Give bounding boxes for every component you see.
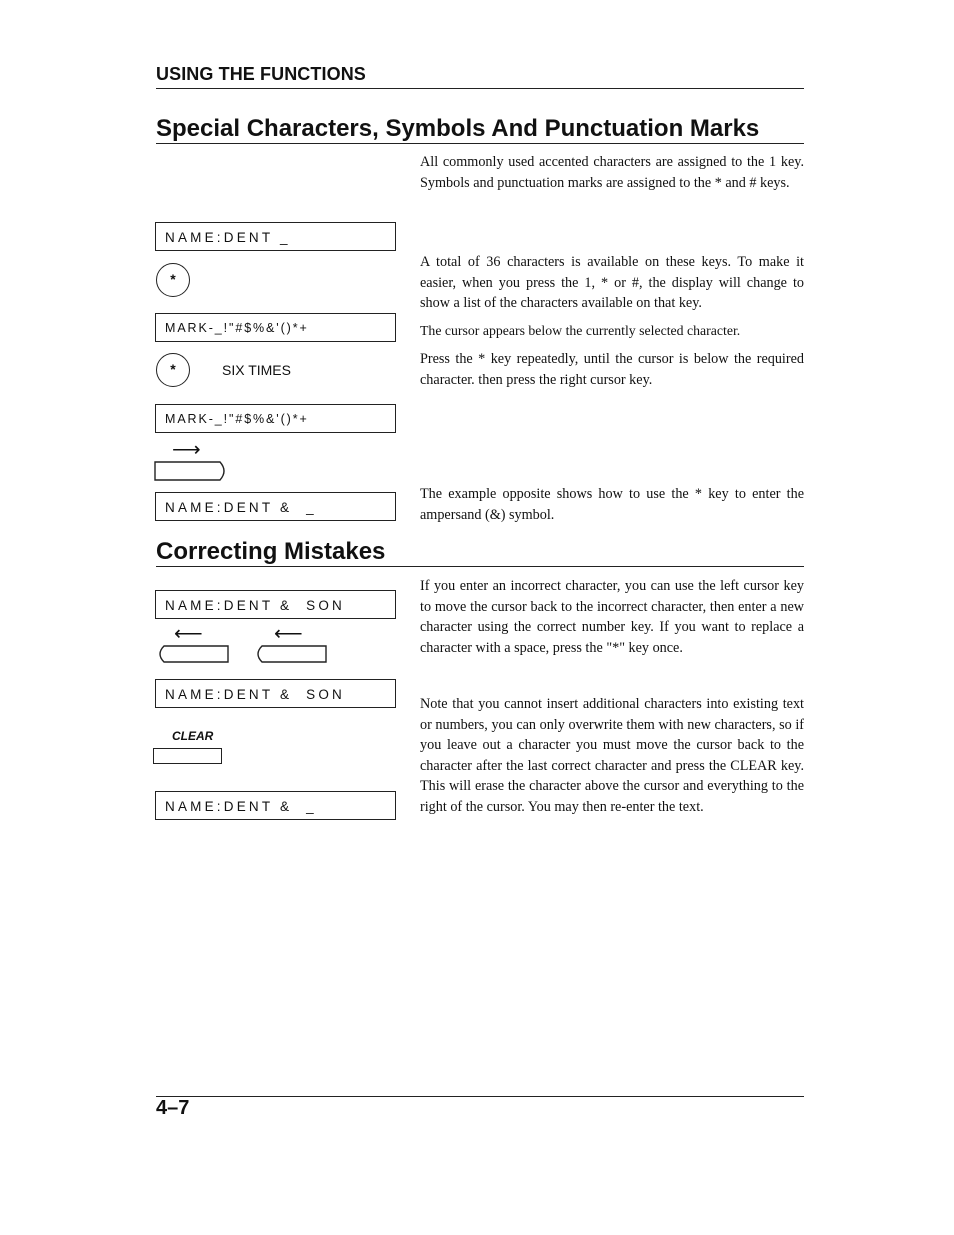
- clear-key-icon: [153, 748, 222, 764]
- left-arrow-icon: ⟵: [174, 623, 203, 645]
- clear-key-label: CLEAR: [172, 729, 214, 743]
- lcd-display: NAME:DENT & _: [155, 791, 396, 820]
- lcd-display: NAME:DENT & SON: [155, 590, 396, 619]
- star-key-icon: *: [156, 353, 190, 387]
- page-number: 4–7: [156, 1097, 190, 1119]
- lcd-display: NAME:DENT _: [155, 222, 396, 251]
- paragraph: All commonly used accented characters are assigned to the 1 key. Symbols and punctuation marks are assigned to the * and # keys.: [420, 154, 804, 191]
- lcd-display: MARK-_!"#$%&'()*+: [155, 313, 396, 342]
- paragraph: Press the * key repeatedly, until the cursor is below the required character. then press the right cursor key.: [420, 351, 804, 388]
- left-cursor-key-icon: [154, 644, 234, 664]
- lcd-display: NAME:DENT & _: [155, 492, 396, 521]
- section-title-rule: [156, 566, 804, 567]
- paragraph: If you enter an incorrect character, you can use the left cursor key to move the cursor back to the incorrect character, then enter a new character using the correct number key. If you want to replace a character with a space, press the "*" key once.: [420, 578, 804, 656]
- header-rule: [156, 88, 804, 89]
- footer-rule: [156, 1096, 804, 1097]
- six-times-label: SIX TIMES: [222, 362, 291, 378]
- lcd-display: MARK-_!"#$%&'()*+: [155, 404, 396, 433]
- right-arrow-icon: ⟶: [172, 439, 201, 461]
- paragraph: The cursor appears below the currently selected character.: [420, 323, 741, 338]
- lcd-display: NAME:DENT & SON: [155, 679, 396, 708]
- section-title-special-characters: Special Characters, Symbols And Punctuation Marks: [156, 115, 760, 142]
- left-cursor-key-icon: [252, 644, 332, 664]
- section-title-rule: [156, 143, 804, 144]
- left-arrow-icon: ⟵: [274, 623, 303, 645]
- running-head: USING THE FUNCTIONS: [156, 64, 366, 84]
- section-title-correcting-mistakes: Correcting Mistakes: [156, 538, 386, 565]
- paragraph: The example opposite shows how to use the * key to enter the ampersand (&) symbol.: [420, 486, 804, 523]
- right-cursor-key-icon: [154, 460, 230, 482]
- star-key-icon: *: [156, 263, 190, 297]
- paragraph: Note that you cannot insert additional characters into existing text or numbers, you can only overwrite them with new characters, so if you leave out a character you must move the cursor back to the character after the last correct character and press the CLEAR key. This will erase the character above the cursor and everything to the right of the cursor. You may then re-enter the text.: [420, 696, 804, 815]
- paragraph: A total of 36 characters is available on these keys. To make it easier, when you press the 1, * or #, the display will change to show a list of the characters available on that key.: [420, 254, 804, 312]
